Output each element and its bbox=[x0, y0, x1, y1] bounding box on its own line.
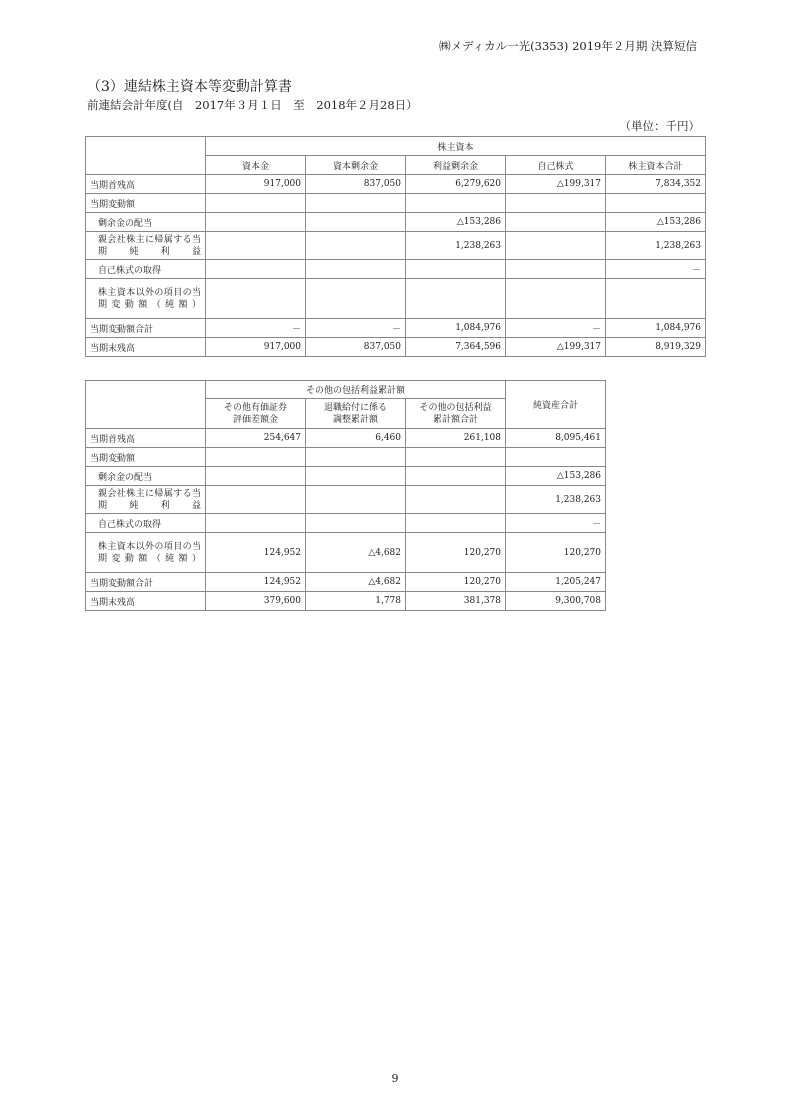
shareholders-equity-table bbox=[85, 136, 706, 357]
value-cell: 8,919,329 bbox=[606, 338, 706, 357]
value-cell bbox=[506, 448, 606, 467]
table-row bbox=[86, 467, 606, 486]
column-header-line: 評価差額金 bbox=[232, 414, 278, 425]
row-label: 当期首残高 bbox=[86, 175, 206, 194]
value-cell bbox=[206, 213, 306, 232]
column-header: 株主資本合計 bbox=[606, 156, 706, 175]
group-header-other-comprehensive-income: その他の包括利益累計額 bbox=[206, 381, 506, 399]
value-cell: 381,378 bbox=[406, 592, 506, 611]
value-cell: － bbox=[506, 319, 606, 338]
value-cell bbox=[306, 213, 406, 232]
table-row bbox=[86, 573, 606, 592]
column-header bbox=[406, 399, 506, 429]
value-cell: － bbox=[206, 319, 306, 338]
value-cell: 7,834,352 bbox=[606, 175, 706, 194]
value-cell: 7,364,596 bbox=[406, 338, 506, 357]
value-cell bbox=[606, 194, 706, 213]
other-comprehensive-income-table bbox=[85, 380, 606, 611]
row-label: 株主資本以外の項目の当期変動額（純額） bbox=[86, 279, 206, 319]
table-row bbox=[86, 213, 706, 232]
table-row bbox=[86, 592, 606, 611]
value-cell: － bbox=[506, 514, 606, 533]
table-row bbox=[86, 194, 706, 213]
value-cell bbox=[506, 260, 606, 279]
column-header bbox=[206, 399, 306, 429]
value-cell bbox=[406, 279, 506, 319]
value-cell: － bbox=[606, 260, 706, 279]
table-row bbox=[86, 448, 606, 467]
value-cell bbox=[406, 514, 506, 533]
table-row bbox=[86, 338, 706, 357]
value-cell: △199,317 bbox=[506, 338, 606, 357]
value-cell: 837,050 bbox=[306, 338, 406, 357]
value-cell bbox=[206, 514, 306, 533]
row-label: 株主資本以外の項目の当期変動額（純額） bbox=[86, 533, 206, 573]
row-label: 当期変動額合計 bbox=[86, 573, 206, 592]
table-row bbox=[86, 429, 606, 448]
value-cell bbox=[406, 260, 506, 279]
value-cell bbox=[306, 467, 406, 486]
fiscal-period: 前連結会計年度(自 2017年３月１日 至 2018年２月28日） bbox=[87, 98, 418, 112]
value-cell: 6,279,620 bbox=[406, 175, 506, 194]
value-cell: 6,460 bbox=[306, 429, 406, 448]
value-cell: △4,682 bbox=[306, 573, 406, 592]
column-header bbox=[306, 399, 406, 429]
row-label: 自己株式の取得 bbox=[86, 260, 206, 279]
value-cell: 124,952 bbox=[206, 573, 306, 592]
value-cell bbox=[206, 232, 306, 260]
value-cell bbox=[306, 260, 406, 279]
value-cell bbox=[306, 279, 406, 319]
value-cell bbox=[206, 467, 306, 486]
value-cell bbox=[506, 279, 606, 319]
value-cell: 1,778 bbox=[306, 592, 406, 611]
document-header: ㈱メディカル一光(3353) 2019年２月期 決算短信 bbox=[439, 39, 697, 53]
value-cell bbox=[306, 448, 406, 467]
value-cell: 1,238,263 bbox=[606, 232, 706, 260]
value-cell bbox=[406, 194, 506, 213]
table-row bbox=[86, 232, 706, 260]
value-cell: 254,647 bbox=[206, 429, 306, 448]
value-cell: － bbox=[306, 319, 406, 338]
value-cell: 120,270 bbox=[406, 533, 506, 573]
row-label: 親会社株主に帰属する当期純利益 bbox=[86, 232, 206, 260]
row-label-header-cell bbox=[86, 381, 206, 429]
value-cell: 917,000 bbox=[206, 175, 306, 194]
value-cell: 9,300,708 bbox=[506, 592, 606, 611]
value-cell: △153,286 bbox=[606, 213, 706, 232]
value-cell bbox=[206, 448, 306, 467]
value-cell: 124,952 bbox=[206, 533, 306, 573]
value-cell bbox=[206, 260, 306, 279]
value-cell bbox=[306, 486, 406, 514]
row-label: 当期末残高 bbox=[86, 592, 206, 611]
row-label: 自己株式の取得 bbox=[86, 514, 206, 533]
value-cell bbox=[306, 514, 406, 533]
value-cell bbox=[406, 467, 506, 486]
net-assets-total-header: 純資産合計 bbox=[506, 381, 606, 429]
value-cell: 8,095,461 bbox=[506, 429, 606, 448]
table-row bbox=[86, 260, 706, 279]
table-row bbox=[86, 175, 706, 194]
value-cell bbox=[506, 194, 606, 213]
column-header-line: 調整累計額 bbox=[332, 414, 378, 425]
section-title: （3）連結株主資本等変動計算書 bbox=[87, 79, 292, 95]
value-cell bbox=[206, 486, 306, 514]
value-cell bbox=[506, 213, 606, 232]
table-row bbox=[86, 279, 706, 319]
value-cell: △153,286 bbox=[506, 467, 606, 486]
row-label-header-cell bbox=[86, 137, 206, 175]
value-cell bbox=[306, 194, 406, 213]
table-row bbox=[86, 533, 606, 573]
value-cell bbox=[206, 194, 306, 213]
value-cell: 837,050 bbox=[306, 175, 406, 194]
column-header-line: 退職給付に係る bbox=[323, 402, 387, 413]
value-cell: 1,238,263 bbox=[506, 486, 606, 514]
row-label: 当期末残高 bbox=[86, 338, 206, 357]
page-number: 9 bbox=[391, 1072, 399, 1085]
value-cell: 1,084,976 bbox=[606, 319, 706, 338]
column-header: 資本剰余金 bbox=[306, 156, 406, 175]
value-cell bbox=[406, 486, 506, 514]
value-cell bbox=[206, 279, 306, 319]
value-cell bbox=[306, 232, 406, 260]
value-cell: 1,238,263 bbox=[406, 232, 506, 260]
row-label: 剰余金の配当 bbox=[86, 467, 206, 486]
value-cell: △153,286 bbox=[406, 213, 506, 232]
row-label: 当期変動額 bbox=[86, 448, 206, 467]
value-cell: 1,205,247 bbox=[506, 573, 606, 592]
row-label: 親会社株主に帰属する当期純利益 bbox=[86, 486, 206, 514]
unit-label: （単位：千円） bbox=[619, 119, 700, 133]
value-cell bbox=[506, 232, 606, 260]
value-cell: 1,084,976 bbox=[406, 319, 506, 338]
column-header-line: その他の包括利益 bbox=[419, 402, 492, 413]
value-cell: 120,270 bbox=[506, 533, 606, 573]
table-row bbox=[86, 319, 706, 338]
row-label: 当期変動額 bbox=[86, 194, 206, 213]
column-header: 利益剰余金 bbox=[406, 156, 506, 175]
column-header-line: 累計額合計 bbox=[433, 414, 479, 425]
value-cell bbox=[406, 448, 506, 467]
value-cell: 917,000 bbox=[206, 338, 306, 357]
group-header-shareholders-equity: 株主資本 bbox=[206, 137, 706, 156]
column-header-line: その他有価証券 bbox=[223, 402, 287, 413]
row-label: 当期変動額合計 bbox=[86, 319, 206, 338]
value-cell bbox=[606, 279, 706, 319]
column-header: 自己株式 bbox=[506, 156, 606, 175]
table-row bbox=[86, 486, 606, 514]
value-cell: 120,270 bbox=[406, 573, 506, 592]
value-cell: 379,600 bbox=[206, 592, 306, 611]
table-row bbox=[86, 514, 606, 533]
value-cell: △4,682 bbox=[306, 533, 406, 573]
row-label: 当期首残高 bbox=[86, 429, 206, 448]
value-cell: 261,108 bbox=[406, 429, 506, 448]
column-header: 資本金 bbox=[206, 156, 306, 175]
value-cell: △199,317 bbox=[506, 175, 606, 194]
row-label: 剰余金の配当 bbox=[86, 213, 206, 232]
